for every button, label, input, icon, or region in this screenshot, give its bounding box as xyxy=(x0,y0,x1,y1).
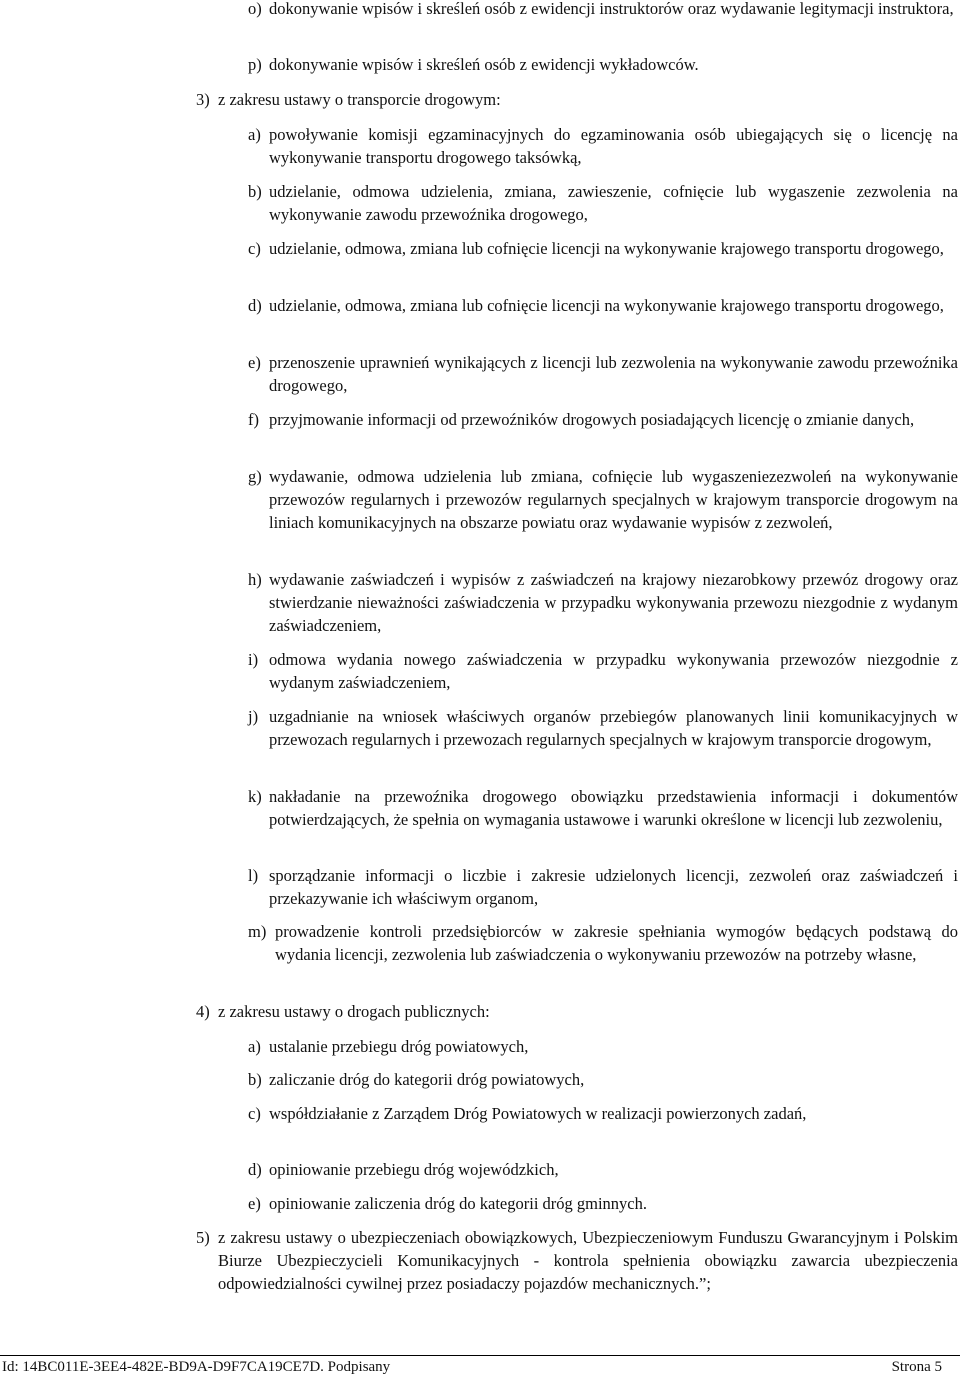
item-text: wydawanie, odmowa udzielenia lub zmiana, cofnięcie lub wygaszeniezezwoleń na wykonywanie przewozów regularnych i przewozów regularnych specjalnych w krajowym transporcie drogowym na liniach komunikacyjnych na obszarze powiatu oraz wydawanie wypisów z zezwoleń, xyxy=(269,467,958,532)
list-item-3m xyxy=(248,920,958,966)
list-item-4d xyxy=(248,1158,958,1181)
item-label: a) xyxy=(248,125,261,144)
document-id: Id: 14BC011E-3EE4-482E-BD9A-D9F7CA19CE7D. Podpisany xyxy=(2,1359,391,1375)
list-item-4b xyxy=(248,1068,958,1091)
item-label: m) xyxy=(248,922,267,941)
item-label: b) xyxy=(248,1070,262,1089)
list-item-3k xyxy=(248,785,958,831)
item-text: udzielanie, odmowa udzielenia, zmiana, zawieszenie, cofnięcie lub wygaszenie zezwolenia na wykonywanie zawodu przewoźnika drogowego, xyxy=(269,182,958,224)
item-label: c) xyxy=(248,1104,261,1123)
item-label: o) xyxy=(248,0,262,18)
item-text: przyjmowanie informacji od przewoźników drogowych posiadających licencję o zmianie danych, xyxy=(269,410,915,429)
page-footer xyxy=(0,1355,960,1376)
list-item-3j xyxy=(248,705,958,751)
section-label: 4) xyxy=(196,1002,210,1021)
item-text: opiniowanie przebiegu dróg wojewódzkich, xyxy=(269,1160,559,1179)
section-4-heading xyxy=(196,1000,958,1023)
list-item-o xyxy=(248,0,958,20)
section-5 xyxy=(196,1226,958,1295)
item-text: uzgadnianie na wniosek właściwych organów przebiegów planowanych linii komunikacyjnych w przewozach regularnych i przewozach regularnych specjalnych w krajowym transporcie drogowym, xyxy=(269,707,958,749)
item-text: opiniowanie zaliczenia dróg do kategorii dróg gminnych. xyxy=(269,1194,648,1213)
item-text: ustalanie przebiegu dróg powiatowych, xyxy=(269,1037,529,1056)
section-label: 5) xyxy=(196,1228,210,1247)
list-item-3f xyxy=(248,408,958,431)
item-text: dokonywanie wpisów i skreśleń osób z ewidencji instruktorów oraz wydawanie legitymacji instruktora, xyxy=(269,0,954,18)
list-item-3l xyxy=(248,864,958,910)
list-item-3i xyxy=(248,648,958,694)
item-text: odmowa wydania nowego zaświadczenia w przypadku wykonywania przewozów niezgodnie z wydanym zaświadczeniem, xyxy=(269,650,958,692)
list-item-3h xyxy=(248,568,958,637)
item-label: e) xyxy=(248,353,261,372)
item-label: d) xyxy=(248,296,262,315)
item-label: l) xyxy=(248,866,259,885)
item-text: przenoszenie uprawnień wynikających z licencji lub zezwolenia na wykonywanie zawodu przewoźnika drogowego, xyxy=(269,353,958,395)
page-number: Strona 5 xyxy=(891,1359,942,1375)
item-label: g) xyxy=(248,467,262,486)
item-text: dokonywanie wpisów i skreśleń osób z ewidencji wykładowców. xyxy=(269,55,699,74)
list-item-3g xyxy=(248,465,958,534)
item-label: f) xyxy=(248,410,259,429)
list-item-3b xyxy=(248,180,958,226)
list-item-4e xyxy=(248,1192,958,1215)
item-label: k) xyxy=(248,787,262,806)
item-text: nakładanie na przewoźnika drogowego obowiązku przedstawienia informacji i dokumentów potwierdzających, że spełnia on wymagania ustawowe i warunki określone w licencji lub zezwoleniu, xyxy=(269,787,958,829)
section-text: z zakresu ustawy o ubezpieczeniach obowiązkowych, Ubezpieczeniowym Funduszu Gwarancyjnym i Polskim Biurze Ubezpieczycieli Komunikacyjnych - kontrola spełnienia obowiązku zawarcia ubezpieczenia odpowiedzialności cywilnej przez posiadaczy pojazdów mechanicznych.”; xyxy=(218,1228,958,1293)
item-text: sporządzanie informacji o liczbie i zakresie udzielonych licencji, zezwoleń oraz zaświadczeń i przekazywanie ich właściwym organom, xyxy=(269,866,958,908)
item-label: d) xyxy=(248,1160,262,1179)
section-3-heading xyxy=(196,88,958,111)
list-item-4a xyxy=(248,1035,958,1058)
item-label: h) xyxy=(248,570,262,589)
item-label: p) xyxy=(248,55,262,74)
item-text: prowadzenie kontroli przedsiębiorców w zakresie spełniania wymogów będących podstawą do wydania licencji, zezwolenia lub zaświadczenia o wykonywaniu przewozów na potrzeby własne, xyxy=(275,922,958,964)
list-item-3c xyxy=(248,237,958,260)
list-item-p xyxy=(248,53,958,76)
item-text: udzielanie, odmowa, zmiana lub cofnięcie licencji na wykonywanie krajowego transportu drogowego, xyxy=(269,239,944,258)
list-item-3d xyxy=(248,294,958,317)
section-label: 3) xyxy=(196,90,210,109)
section-heading: z zakresu ustawy o transporcie drogowym: xyxy=(218,90,501,109)
item-label: b) xyxy=(248,182,262,201)
item-text: powoływanie komisji egzaminacyjnych do egzaminowania osób ubiegających się o licencję na wykonywanie transportu drogowego taksówką, xyxy=(269,125,958,167)
list-item-3a xyxy=(248,123,958,169)
item-text: współdziałanie z Zarządem Dróg Powiatowych w realizacji powierzonych zadań, xyxy=(269,1104,807,1123)
item-label: c) xyxy=(248,239,261,258)
item-label: j) xyxy=(248,707,259,726)
item-label: i) xyxy=(248,650,259,669)
list-item-4c xyxy=(248,1102,958,1125)
item-label: a) xyxy=(248,1037,261,1056)
item-text: wydawanie zaświadczeń i wypisów z zaświadczeń na krajowy niezarobkowy przewóz drogowy oraz stwierdzanie nieważności zaświadczenia w przypadku wykonywania przewozu niezgodnie z wydanym zaświadczeniem, xyxy=(269,570,958,635)
section-heading: z zakresu ustawy o drogach publicznych: xyxy=(218,1002,490,1021)
item-label: e) xyxy=(248,1194,261,1213)
list-item-3e xyxy=(248,351,958,397)
item-text: udzielanie, odmowa, zmiana lub cofnięcie licencji na wykonywanie krajowego transportu drogowego, xyxy=(269,296,944,315)
item-text: zaliczanie dróg do kategorii dróg powiatowych, xyxy=(269,1070,585,1089)
